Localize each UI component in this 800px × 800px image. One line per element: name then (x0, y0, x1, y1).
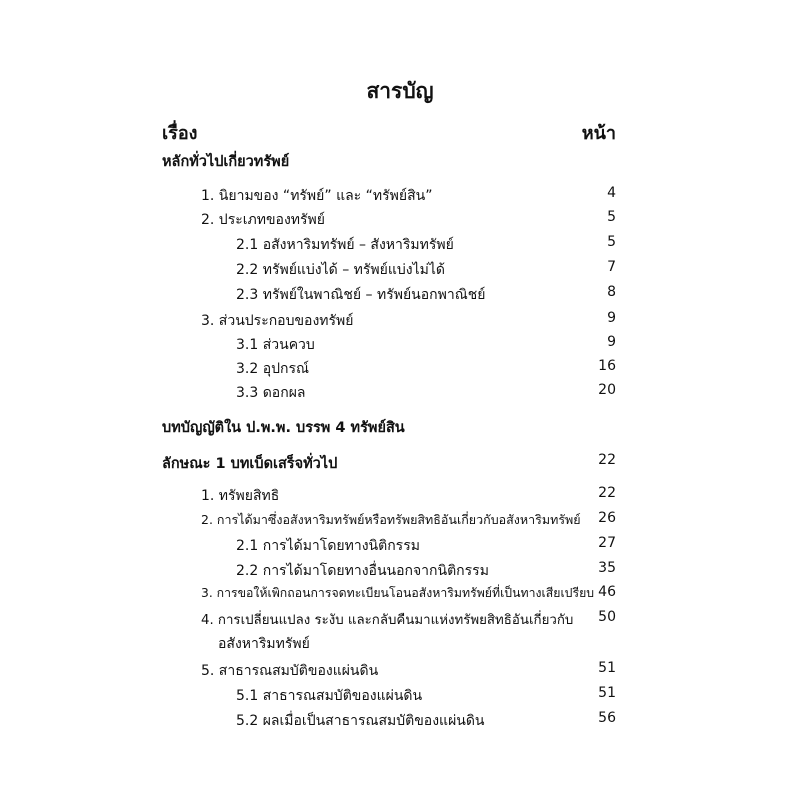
toc-entry (0, 185, 800, 207)
section-heading (0, 416, 800, 438)
entry-page: 22 (598, 485, 616, 501)
entry-page: 27 (598, 535, 616, 551)
entry-text: 5. สาธารณสมบัติของแผ่นดิน (201, 663, 379, 679)
toc-entry (0, 485, 800, 507)
column-header-page: หน้า (581, 123, 616, 144)
entry-page: 4 (607, 185, 616, 201)
entry-page: 5 (607, 209, 616, 225)
entry-page: 26 (598, 510, 616, 526)
entry-text: 3.2 อุปกรณ์ (236, 361, 309, 377)
entry-page: 20 (598, 382, 616, 398)
entry-text: 5.1 สาธารณสมบัติของแผ่นดิน (236, 688, 423, 704)
entry-text: 3.1 ส่วนควบ (236, 337, 315, 353)
section-heading (0, 150, 800, 172)
section-heading (0, 452, 800, 474)
toc-entry-continuation (0, 633, 800, 655)
toc-entry (0, 382, 800, 404)
toc-entry (0, 584, 800, 606)
entry-text: 3.3 ดอกผล (236, 385, 306, 401)
entry-text: 2.1 การได้มาโดยทางนิติกรรม (236, 538, 420, 554)
toc-entry (0, 310, 800, 332)
entry-page: 5 (607, 234, 616, 250)
entry-text: หลักทั่วไปเกี่ยวทรัพย์ (162, 154, 290, 170)
entry-text: อสังหาริมทรัพย์ (218, 636, 310, 652)
toc-entry (0, 660, 800, 682)
entry-page: 50 (598, 609, 616, 625)
entry-text: 1. นิยามของ “ทรัพย์” และ “ทรัพย์สิน” (201, 188, 433, 204)
entry-page: 56 (598, 710, 616, 726)
toc-entry (0, 685, 800, 707)
toc-entry (0, 560, 800, 582)
entry-page: 7 (607, 259, 616, 275)
toc-entry (0, 334, 800, 356)
entry-text: 2.2 ทรัพย์แบ่งได้ – ทรัพย์แบ่งไม่ได้ (236, 262, 446, 278)
toc-entry (0, 710, 800, 732)
entry-text: 5.2 ผลเมื่อเป็นสาธารณสมบัติของแผ่นดิน (236, 713, 485, 729)
toc-entry (0, 535, 800, 557)
entry-page: 51 (598, 685, 616, 701)
entry-page: 9 (607, 310, 616, 326)
toc-entry (0, 358, 800, 380)
entry-text: ลักษณะ 1 บทเบ็ดเสร็จทั่วไป (162, 456, 338, 472)
entry-page: 35 (598, 560, 616, 576)
entry-text: 2. ประเภทของทรัพย์ (201, 212, 325, 228)
entry-text: 2.3 ทรัพย์ในพาณิชย์ – ทรัพย์นอกพาณิชย์ (236, 287, 486, 303)
toc-entry (0, 284, 800, 306)
entry-text: 1. ทรัพยสิทธิ (201, 488, 280, 504)
toc-entry (0, 510, 800, 532)
entry-text: 2.2 การได้มาโดยทางอื่นนอกจากนิติกรรม (236, 563, 489, 579)
entry-page: 51 (598, 660, 616, 676)
entry-page: 16 (598, 358, 616, 374)
entry-text: 3. ส่วนประกอบของทรัพย์ (201, 313, 354, 329)
entry-text: บทบัญญัติใน ป.พ.พ. บรรพ 4 ทรัพย์สิน (162, 420, 405, 436)
entry-page: 9 (607, 334, 616, 350)
column-header-subject: เรื่อง (162, 123, 198, 144)
entry-text: 3. การขอให้เพิกถอนการจดทะเบียนโอนอสังหาริมทรัพย์ที่เป็นทางเสียเปรียบ (201, 586, 595, 600)
entry-text: 2.1 อสังหาริมทรัพย์ – สังหาริมทรัพย์ (236, 237, 454, 253)
toc-entry (0, 259, 800, 281)
entry-page: 46 (598, 584, 616, 600)
entry-page: 8 (607, 284, 616, 300)
toc-entry (0, 234, 800, 256)
page-title: สารบัญ (366, 79, 434, 103)
toc-entry (0, 609, 800, 631)
entry-text: 2. การได้มาซึ่งอสังหาริมทรัพย์หรือทรัพยสิทธิอันเกี่ยวกับอสังหาริมทรัพย์ (201, 512, 581, 527)
entry-text: 4. การเปลี่ยนแปลง ระงับ และกลับคืนมาแห่งทรัพยสิทธิอันเกี่ยวกับ (201, 613, 574, 628)
entry-page: 22 (598, 452, 616, 468)
toc-entry (0, 209, 800, 231)
